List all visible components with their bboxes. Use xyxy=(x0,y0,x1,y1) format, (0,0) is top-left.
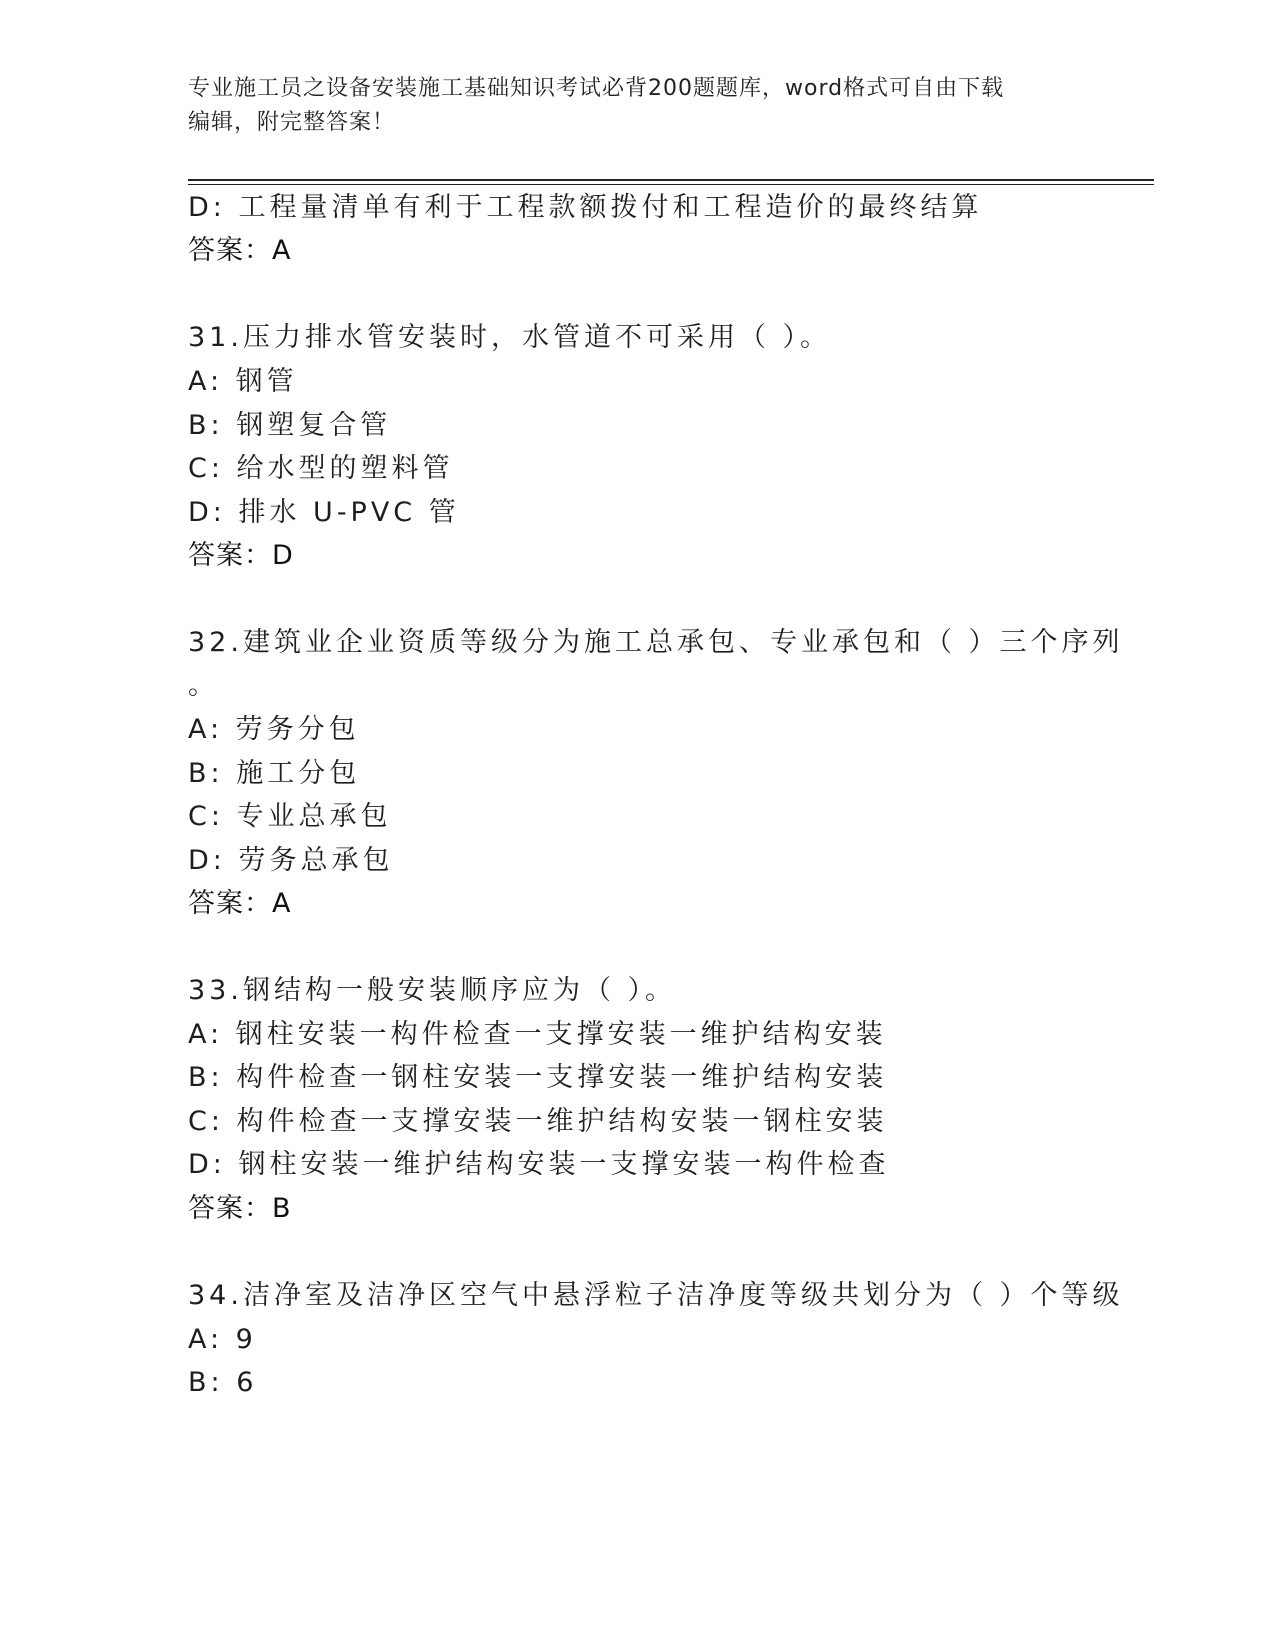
header-title-line2: 编辑，附完整答案！ xyxy=(188,110,396,135)
q33-option-c: C: 构件检查一支撑安装一维护结构安装一钢柱安装 xyxy=(188,1106,888,1137)
q32-option-b: B: 施工分包 xyxy=(188,758,361,789)
q31-option-a: A: 钢管 xyxy=(188,366,298,397)
q33-option-b: B: 构件检查一钢柱安装一支撑安装一维护结构安装 xyxy=(188,1062,888,1093)
q34-option-a: A: 9 xyxy=(188,1324,257,1355)
q33-stem: 33.钢结构一般安装顺序应为（ ）。 xyxy=(188,975,677,1006)
prev-question-answer: 答案：A xyxy=(188,235,292,266)
header-divider-thick xyxy=(188,179,1154,181)
q32-option-d: D: 劳务总承包 xyxy=(188,845,394,876)
q34-stem: 34.洁净室及洁净区空气中悬浮粒子洁净度等级共划分为（ ）个等级 xyxy=(188,1280,1124,1311)
q31-option-c: C: 给水型的塑料管 xyxy=(188,453,454,484)
q31-option-b: B: 钢塑复合管 xyxy=(188,410,392,441)
q32-stem: 32.建筑业企业资质等级分为施工总承包、专业承包和（ ）三个序列 xyxy=(188,627,1124,658)
q32-option-c: C: 专业总承包 xyxy=(188,801,392,832)
q31-answer: 答案：D xyxy=(188,540,294,571)
q34-option-b: B: 6 xyxy=(188,1367,258,1398)
q32-answer: 答案：A xyxy=(188,888,292,919)
prev-question-option-d: D: 工程量清单有利于工程款额拨付和工程造价的最终结算 xyxy=(188,192,983,223)
q32-option-a: A: 劳务分包 xyxy=(188,714,360,745)
header-divider-thin xyxy=(188,184,1154,185)
q32-stem-continuation: 。 xyxy=(188,670,219,701)
q33-option-d: D: 钢柱安装一维护结构安装一支撑安装一构件检查 xyxy=(188,1149,890,1180)
q31-stem: 31.压力排水管安装时，水管道不可采用（ ）。 xyxy=(188,322,832,353)
document-header xyxy=(188,72,1088,140)
header-title-line1: 专业施工员之设备安装施工基础知识考试必背200题题库，word格式可自由下载 xyxy=(188,76,1005,101)
q31-option-d: D: 排水 U-PVC 管 xyxy=(188,497,460,528)
q33-option-a: A: 钢柱安装一构件检查一支撑安装一维护结构安装 xyxy=(188,1019,887,1050)
q33-answer: 答案：B xyxy=(188,1193,292,1224)
